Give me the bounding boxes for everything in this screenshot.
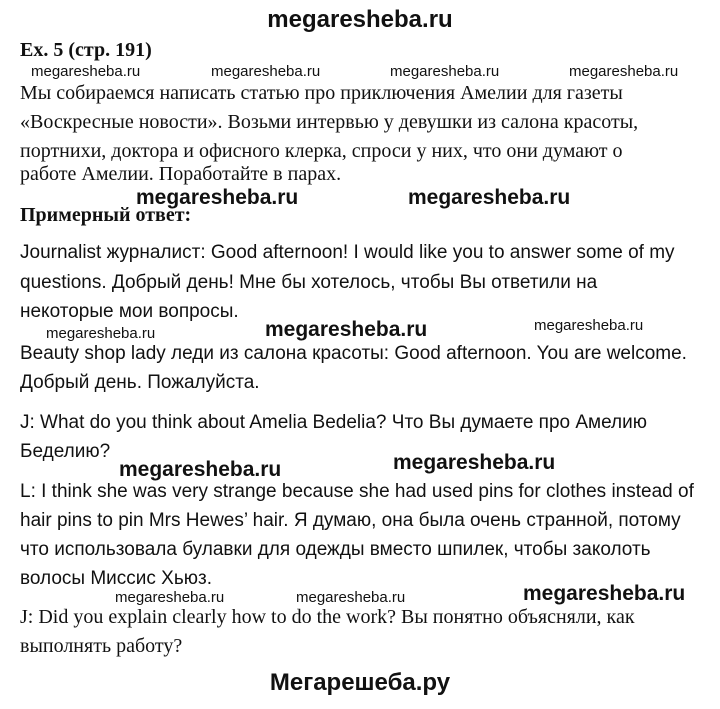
site-footer: Мегарешеба.ру — [269, 669, 451, 696]
watermark: megaresheba.ru — [136, 186, 299, 209]
dialogue-line: L: I think she was very strange because she had used pins for clothes instead of — [20, 481, 694, 502]
task-line: работе Амелии. Поработайте в парах. — [20, 163, 342, 185]
watermark: megaresheba.ru — [523, 582, 686, 605]
site-header: megaresheba.ru — [267, 6, 453, 33]
watermark: megaresheba.ru — [408, 186, 571, 209]
watermark: megaresheba.ru — [265, 318, 428, 341]
dialogue-line: Journalist журналист: Good afternoon! I would like you to answer some of my — [20, 242, 675, 263]
watermark: megaresheba.ru — [115, 589, 225, 606]
dialogue-line: J: What do you think about Amelia Bedelia? Что Вы думаете про Амелию — [20, 412, 647, 433]
watermark: megaresheba.ru — [211, 63, 321, 80]
watermark: megaresheba.ru — [31, 63, 141, 80]
watermark: megaresheba.ru — [393, 451, 556, 474]
exercise-title: Ex. 5 (стр. 191) — [20, 39, 152, 61]
dialogue-line: J: Did you explain clearly how to do the work? Вы понятно объясняли, как — [20, 606, 635, 628]
dialogue-line: Беделию? — [20, 441, 111, 462]
dialogue-line: Добрый день. Пожалуйста. — [20, 372, 260, 393]
task-line: Мы собираемся написать статью про приключения Амелии для газеты — [20, 82, 623, 104]
dialogue-line: что использовала булавки для одежды вместо шпилек, чтобы заколоть — [20, 539, 651, 560]
watermark: megaresheba.ru — [296, 589, 406, 606]
dialogue-line: выполнять работу? — [20, 635, 183, 657]
dialogue-line: волосы Миссис Хьюз. — [20, 568, 212, 589]
answer-heading: Примерный ответ: — [20, 204, 192, 226]
watermark: megaresheba.ru — [569, 63, 679, 80]
dialogue-line: questions. Добрый день! Мне бы хотелось, чтобы Вы ответили на — [20, 272, 598, 293]
dialogue-line: hair pins to pin Mrs Hewes’ hair. Я думаю, она была очень странной, потому — [20, 510, 681, 531]
watermark: megaresheba.ru — [46, 325, 156, 342]
task-line: «Воскресные новости». Возьми интервью у девушки из салона красоты, — [20, 111, 639, 133]
watermark: megaresheba.ru — [390, 63, 500, 80]
watermark: megaresheba.ru — [534, 317, 644, 334]
watermark: megaresheba.ru — [119, 458, 282, 481]
dialogue-line: Beauty shop lady леди из салона красоты: Good afternoon. You are welcome. — [20, 343, 687, 364]
dialogue-line: некоторые мои вопросы. — [20, 301, 239, 322]
task-line: портнихи, доктора и офисного клерка, спроси у них, что они думают о — [20, 140, 623, 162]
